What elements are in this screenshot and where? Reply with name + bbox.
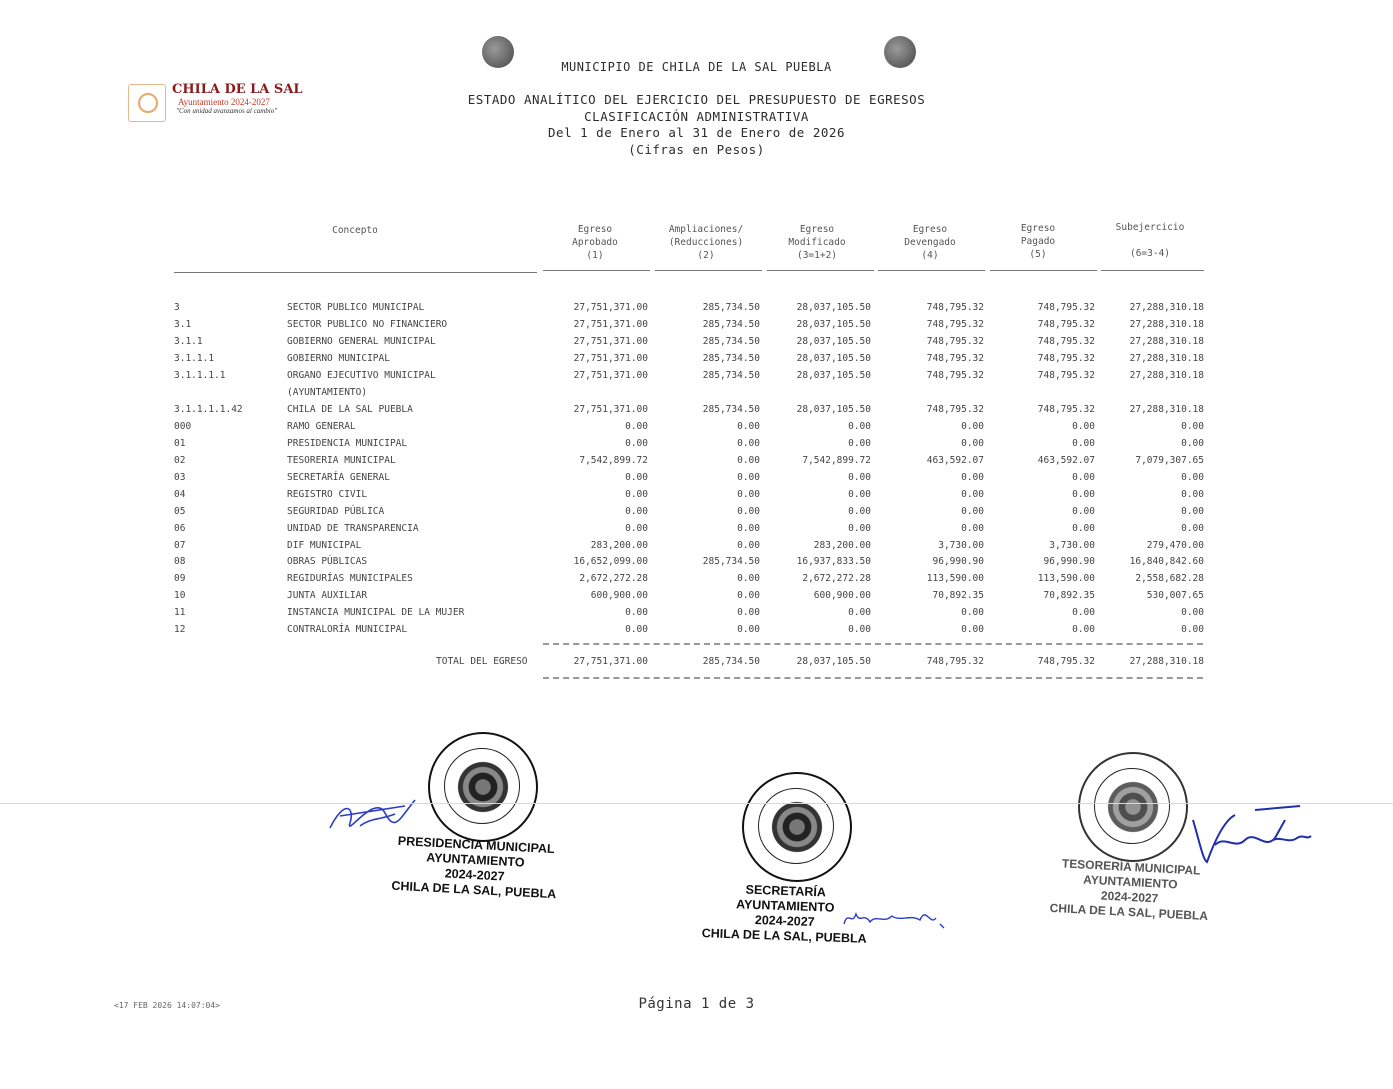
row-modificado: 600,900.00: [813, 590, 871, 601]
row-modificado: 0.00: [848, 506, 871, 517]
table-row: [0, 556, 1393, 572]
row-modificado: 0.00: [848, 607, 871, 618]
total-ampliaciones: 285,734.50: [702, 656, 760, 667]
row-devengado: 3,730.00: [938, 540, 984, 551]
row-code: 11: [174, 607, 186, 618]
row-code: 000: [174, 421, 192, 432]
row-code: 08: [174, 556, 186, 567]
row-subejercicio: 0.00: [1181, 523, 1204, 534]
stamp-presidencia-l2: AYUNTAMIENTO: [425, 850, 525, 870]
row-concepto: REGIDURÍAS MUNICIPALES: [287, 573, 413, 584]
row-modificado: 28,037,105.50: [796, 302, 871, 313]
row-ampliaciones: 285,734.50: [702, 556, 760, 567]
row-code: 10: [174, 590, 186, 601]
stamp-tesoreria-l4: CHILA DE LA SAL, PUEBLA: [1049, 900, 1209, 924]
total-aprobado: 27,751,371.00: [573, 656, 648, 667]
total-devengado: 748,795.32: [926, 656, 984, 667]
row-concepto: SEGURIDAD PÚBLICA: [287, 506, 385, 517]
report-title: ESTADO ANALÍTICO DEL EJERCICIO DEL PRESUPUESTO DE EGRESOS: [467, 92, 926, 107]
header-rule-concepto: [174, 272, 537, 273]
table-row: [0, 438, 1393, 454]
row-subejercicio: 0.00: [1181, 607, 1204, 618]
eagle-emblem-icon: [1104, 778, 1162, 836]
row-subejercicio: 0.00: [1181, 421, 1204, 432]
row-devengado: 748,795.32: [926, 319, 984, 330]
row-subejercicio: 27,288,310.18: [1129, 353, 1204, 364]
row-devengado: 70,892.35: [932, 590, 984, 601]
stamp-secretaria-l1: SECRETARÍA: [745, 882, 827, 900]
row-concepto: SECRETARÍA GENERAL: [287, 472, 390, 483]
row-concepto-cont: (AYUNTAMIENTO): [287, 387, 368, 398]
col-header-modificado: Egreso Modificado (3=1+2): [788, 224, 846, 261]
seal-presidencia: [428, 732, 538, 842]
row-pagado: 96,990.90: [1043, 556, 1095, 567]
row-ampliaciones: 0.00: [737, 624, 760, 635]
row-devengado: 113,590.00: [926, 573, 984, 584]
row-aprobado: 0.00: [625, 607, 648, 618]
col-header-devengado: Egreso Devengado (4): [904, 224, 956, 261]
row-ampliaciones: 0.00: [737, 455, 760, 466]
row-devengado: 0.00: [961, 421, 984, 432]
table-row: [0, 421, 1393, 437]
row-aprobado: 27,751,371.00: [573, 404, 648, 415]
col-header-aprobado: Egreso Aprobado (1): [572, 224, 618, 261]
total-modificado: 28,037,105.50: [796, 656, 871, 667]
stamp-presidencia-l4: CHILA DE LA SAL, PUEBLA: [391, 878, 557, 902]
row-modificado: 28,037,105.50: [796, 404, 871, 415]
row-modificado: 28,037,105.50: [796, 336, 871, 347]
row-ampliaciones: 0.00: [737, 573, 760, 584]
report-period: Del 1 de Enero al 31 de Enero de 2026: [548, 125, 845, 140]
row-concepto: GOBIERNO GENERAL MUNICIPAL: [287, 336, 436, 347]
row-subejercicio: 16,840,842.60: [1129, 556, 1204, 567]
header-rule-4: [878, 270, 985, 271]
stamp-secretaria-l3: 2024-2027: [754, 912, 815, 930]
row-ampliaciones: 285,734.50: [702, 353, 760, 364]
row-subejercicio: 27,288,310.18: [1129, 302, 1204, 313]
row-aprobado: 0.00: [625, 523, 648, 534]
row-modificado: 0.00: [848, 421, 871, 432]
row-modificado: 0.00: [848, 472, 871, 483]
row-concepto: SECTOR PUBLICO MUNICIPAL: [287, 302, 425, 313]
row-subejercicio: 27,288,310.18: [1129, 319, 1204, 330]
header-rule-5: [990, 270, 1097, 271]
row-concepto: INSTANCIA MUNICIPAL DE LA MUJER: [287, 607, 465, 618]
row-pagado: 0.00: [1072, 438, 1095, 449]
table-row: [0, 523, 1393, 539]
row-code: 07: [174, 540, 186, 551]
row-ampliaciones: 0.00: [737, 523, 760, 534]
total-label: TOTAL DEL EGRESO: [436, 656, 528, 667]
table-row: [0, 506, 1393, 522]
row-ampliaciones: 0.00: [737, 438, 760, 449]
row-aprobado: 27,751,371.00: [573, 336, 648, 347]
row-modificado: 28,037,105.50: [796, 353, 871, 364]
stamp-tesoreria-l1: TESORERÍA MUNICIPAL: [1061, 856, 1201, 878]
row-aprobado: 27,751,371.00: [573, 353, 648, 364]
row-subejercicio: 7,079,307.65: [1135, 455, 1204, 466]
total-pagado: 748,795.32: [1037, 656, 1095, 667]
row-code: 3.1.1.1.1: [174, 370, 226, 381]
col-header-pagado: Egreso Pagado (5): [1020, 223, 1056, 260]
row-aprobado: 7,542,899.72: [579, 455, 648, 466]
logo-name: CHILA DE LA SAL: [172, 82, 303, 97]
row-ampliaciones: 0.00: [737, 421, 760, 432]
row-pagado: 0.00: [1072, 624, 1095, 635]
row-subejercicio: 279,470.00: [1146, 540, 1204, 551]
row-pagado: 463,592.07: [1037, 455, 1095, 466]
row-pagado: 0.00: [1072, 523, 1095, 534]
row-subejercicio: 0.00: [1181, 624, 1204, 635]
signature-presidencia: [325, 788, 425, 838]
row-aprobado: 600,900.00: [590, 590, 648, 601]
row-devengado: 0.00: [961, 438, 984, 449]
row-modificado: 0.00: [848, 438, 871, 449]
row-aprobado: 16,652,099.00: [573, 556, 648, 567]
row-subejercicio: 2,558,682.28: [1135, 573, 1204, 584]
row-modificado: 0.00: [848, 523, 871, 534]
row-aprobado: 283,200.00: [590, 540, 648, 551]
signature-secretaria: [840, 900, 960, 934]
row-modificado: 16,937,833.50: [796, 556, 871, 567]
table-row: [0, 370, 1393, 398]
row-ampliaciones: 0.00: [737, 506, 760, 517]
row-concepto: OBRAS PÚBLICAS: [287, 556, 368, 567]
col-header-concepto: Concepto: [332, 225, 378, 236]
row-pagado: 748,795.32: [1037, 319, 1095, 330]
stamp-presidencia-l3: 2024-2027: [444, 866, 505, 884]
row-code: 12: [174, 624, 186, 635]
row-modificado: 283,200.00: [813, 540, 871, 551]
row-concepto: DIF MUNICIPAL: [287, 540, 362, 551]
table-row: [0, 353, 1393, 369]
stamp-tesoreria-l3: 2024-2027: [1100, 888, 1159, 906]
row-modificado: 0.00: [848, 489, 871, 500]
stamp-tesoreria-l2: AYUNTAMIENTO: [1082, 872, 1178, 892]
row-aprobado: 0.00: [625, 421, 648, 432]
signature-tesoreria: [1185, 800, 1315, 870]
row-aprobado: 0.00: [625, 472, 648, 483]
seal-tesoreria: [1078, 752, 1188, 862]
header-rule-2: [655, 270, 762, 271]
row-devengado: 748,795.32: [926, 302, 984, 313]
row-concepto: REGISTRO CIVIL: [287, 489, 368, 500]
row-pagado: 0.00: [1072, 489, 1095, 500]
row-concepto: CONTRALORÍA MUNICIPAL: [287, 624, 408, 635]
table-row: [0, 302, 1393, 318]
row-ampliaciones: 0.00: [737, 590, 760, 601]
row-aprobado: 27,751,371.00: [573, 370, 648, 381]
stamp-presidencia-l1: PRESIDENCIA MUNICIPAL: [397, 833, 555, 857]
row-subejercicio: 0.00: [1181, 506, 1204, 517]
header-rule-6: [1101, 270, 1204, 271]
table-row: [0, 319, 1393, 335]
row-ampliaciones: 0.00: [737, 489, 760, 500]
row-aprobado: 0.00: [625, 624, 648, 635]
row-devengado: 96,990.90: [932, 556, 984, 567]
row-modificado: 28,037,105.50: [796, 370, 871, 381]
row-code: 3.1: [174, 319, 192, 330]
row-devengado: 0.00: [961, 624, 984, 635]
row-aprobado: 27,751,371.00: [573, 319, 648, 330]
table-row: [0, 404, 1393, 420]
row-modificado: 0.00: [848, 624, 871, 635]
row-devengado: 0.00: [961, 489, 984, 500]
header-rule-3: [767, 270, 874, 271]
table-row: [0, 489, 1393, 505]
row-devengado: 0.00: [961, 472, 984, 483]
row-ampliaciones: 285,734.50: [702, 370, 760, 381]
stamp-secretaria-l2: AYUNTAMIENTO: [735, 897, 835, 915]
row-subejercicio: 0.00: [1181, 489, 1204, 500]
row-ampliaciones: 0.00: [737, 607, 760, 618]
row-aprobado: 27,751,371.00: [573, 302, 648, 313]
row-concepto: PRESIDENCIA MUNICIPAL: [287, 438, 408, 449]
row-code: 3.1.1: [174, 336, 203, 347]
row-code: 3.1.1.1.1.42: [174, 404, 243, 415]
eagle-emblem-icon: [768, 798, 826, 856]
row-code: 03: [174, 472, 186, 483]
row-ampliaciones: 0.00: [737, 540, 760, 551]
row-modificado: 28,037,105.50: [796, 319, 871, 330]
row-devengado: 748,795.32: [926, 404, 984, 415]
row-modificado: 7,542,899.72: [802, 455, 871, 466]
total-subejercicio: 27,288,310.18: [1129, 656, 1204, 667]
row-code: 06: [174, 523, 186, 534]
row-pagado: 0.00: [1072, 472, 1095, 483]
row-subejercicio: 530,007.65: [1146, 590, 1204, 601]
row-code: 05: [174, 506, 186, 517]
row-devengado: 748,795.32: [926, 336, 984, 347]
row-code: 01: [174, 438, 186, 449]
row-code: 3: [174, 302, 180, 313]
row-concepto: SECTOR PUBLICO NO FINANCIERO: [287, 319, 448, 330]
row-pagado: 113,590.00: [1037, 573, 1095, 584]
row-pagado: 0.00: [1072, 421, 1095, 432]
row-pagado: 0.00: [1072, 506, 1095, 517]
row-concepto: CHILA DE LA SAL PUEBLA: [287, 404, 413, 415]
row-subejercicio: 27,288,310.18: [1129, 370, 1204, 381]
row-concepto: UNIDAD DE TRANSPARENCIA: [287, 523, 419, 534]
row-code: 09: [174, 573, 186, 584]
logo-period: Ayuntamiento 2024-2027: [178, 97, 270, 107]
page-number: Página 1 de 3: [638, 996, 755, 1012]
row-pagado: 748,795.32: [1037, 353, 1095, 364]
row-pagado: 748,795.32: [1037, 336, 1095, 347]
col-header-ampliaciones: Ampliaciones/ (Reducciones) (2): [668, 224, 744, 261]
logo-slogan: "Con unidad avanzamos al cambio": [176, 107, 278, 115]
row-concepto: JUNTA AUXILIAR: [287, 590, 368, 601]
row-code: 04: [174, 489, 186, 500]
seal-secretaria: [742, 772, 852, 882]
report-subtitle: CLASIFICACIÓN ADMINISTRATIVA: [584, 109, 809, 124]
row-ampliaciones: 285,734.50: [702, 404, 760, 415]
table-row: [0, 573, 1393, 589]
scan-artifact-line: [0, 803, 1393, 804]
row-devengado: 748,795.32: [926, 370, 984, 381]
table-row: [0, 590, 1393, 606]
table-row: [0, 607, 1393, 623]
table-row: [0, 624, 1393, 640]
row-aprobado: 0.00: [625, 489, 648, 500]
row-concepto: ORGANO EJECUTIVO MUNICIPAL: [287, 370, 436, 381]
row-pagado: 748,795.32: [1037, 404, 1095, 415]
municipio-title: MUNICIPIO DE CHILA DE LA SAL PUEBLA: [561, 60, 832, 74]
row-subejercicio: 0.00: [1181, 438, 1204, 449]
row-devengado: 463,592.07: [926, 455, 984, 466]
report-units: (Cifras en Pesos): [628, 142, 765, 157]
total-rule-top: [543, 643, 1203, 645]
row-ampliaciones: 285,734.50: [702, 336, 760, 347]
total-row: [0, 656, 1393, 672]
row-aprobado: 0.00: [625, 438, 648, 449]
table-row: [0, 540, 1393, 556]
table-row: [0, 455, 1393, 471]
row-concepto: GOBIERNO MUNICIPAL: [287, 353, 390, 364]
header-rule-1: [543, 270, 650, 271]
row-concepto: RAMO GENERAL: [287, 421, 356, 432]
row-concepto: TESORERIA MUNICIPAL: [287, 455, 396, 466]
row-ampliaciones: 285,734.50: [702, 319, 760, 330]
table-row: [0, 472, 1393, 488]
row-pagado: 0.00: [1072, 607, 1095, 618]
row-devengado: 0.00: [961, 607, 984, 618]
row-devengado: 748,795.32: [926, 353, 984, 364]
row-pagado: 748,795.32: [1037, 302, 1095, 313]
eagle-emblem-icon: [454, 758, 512, 816]
row-code: 3.1.1.1: [174, 353, 215, 364]
total-rule-bottom: [543, 677, 1203, 679]
col-header-subejercicio: Subejercicio (6=3-4): [1115, 222, 1185, 259]
print-timestamp: <17 FEB 2026 14:07:04>: [114, 1001, 220, 1010]
table-row: [0, 336, 1393, 352]
row-pagado: 3,730.00: [1049, 540, 1095, 551]
row-pagado: 70,892.35: [1043, 590, 1095, 601]
row-devengado: 0.00: [961, 523, 984, 534]
row-subejercicio: 0.00: [1181, 472, 1204, 483]
row-code: 02: [174, 455, 186, 466]
row-aprobado: 2,672,272.28: [579, 573, 648, 584]
row-subejercicio: 27,288,310.18: [1129, 336, 1204, 347]
stamp-secretaria-l4: CHILA DE LA SAL, PUEBLA: [701, 926, 867, 946]
row-ampliaciones: 285,734.50: [702, 302, 760, 313]
row-aprobado: 0.00: [625, 506, 648, 517]
row-ampliaciones: 0.00: [737, 472, 760, 483]
row-devengado: 0.00: [961, 506, 984, 517]
row-modificado: 2,672,272.28: [802, 573, 871, 584]
row-subejercicio: 27,288,310.18: [1129, 404, 1204, 415]
row-pagado: 748,795.32: [1037, 370, 1095, 381]
